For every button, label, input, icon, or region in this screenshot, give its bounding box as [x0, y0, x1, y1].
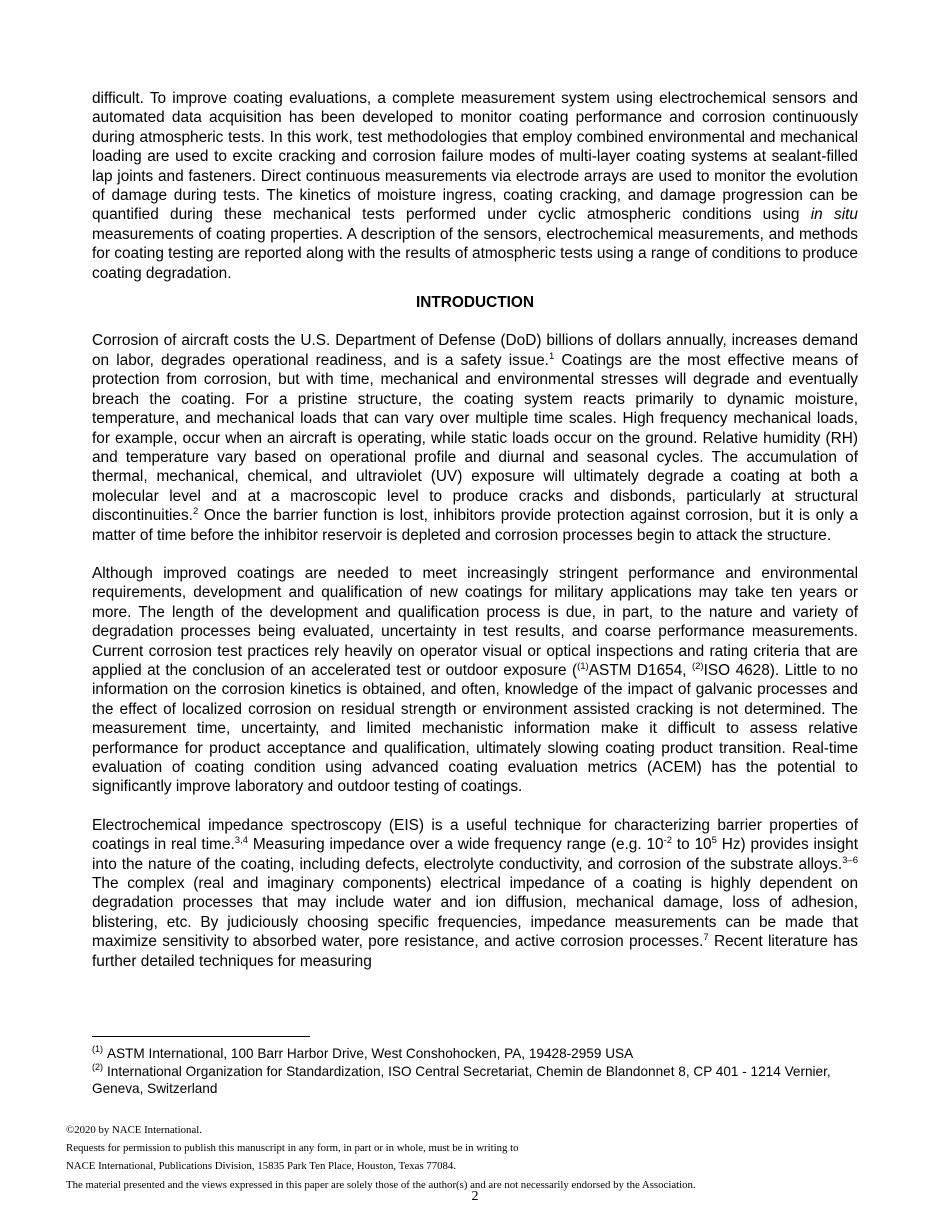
text-run: ASTM D1654, [588, 661, 692, 679]
footnotes [92, 1045, 858, 1098]
paragraph-introduction-1 [92, 331, 858, 544]
text-run: Electrochemical impedance spectroscopy (EIS) is a useful technique for characterizing barrier properties of coatings in real time. [92, 816, 858, 854]
text-run: Once the barrier function is lost, inhibitors provide protection against corrosion, but it is only a matter of time before the inhibitor reservoir is depleted and corrosion processes begin to attack the structure. [92, 507, 858, 544]
paragraph-introduction-2 [92, 564, 858, 797]
citation-superscript: 3–6 [842, 854, 858, 866]
disclaimer-line: The material presented and the views expressed in this paper are solely those of the author(s) and are not necessarily endorsed by the Association. [66, 1178, 696, 1191]
copyright-line: ©2020 by NACE International. [66, 1124, 202, 1136]
footnote-text: International Organization for Standardization, ISO Central Secretariat, Chemin de Blandonnet 8, CP 401 - 1214 Vernier, Geneva, Switzerland [92, 1063, 831, 1096]
address-line: NACE International, Publications Division, 15835 Park Ten Place, Houston, Texas 77084. [66, 1160, 457, 1173]
citation-superscript: 1 [548, 350, 555, 362]
footnote-marker: (1) [577, 660, 589, 672]
text-run: ISO 4628). Little to no information on the corrosion kinetics is obtained, and often, knowledge of the impact of galvanic processes and the effect of localized corrosion on residual strength or environment assisted cracking is not determined. The measurement time, uncertainty, and limited mechanistic information make it difficult to assess relative performance for product acceptance and qualification, ultimately slowing coating product transition. Real-time evaluation of coating condition using advanced coating evaluation metrics (ACEM) has the potential to significantly improve laboratory and outdoor testing of coatings. [92, 661, 858, 796]
page-number: 2 [471, 1189, 479, 1204]
footnote-text: ASTM International, 100 Barr Harbor Drive, West Conshohocken, PA, 19428-2959 USA [107, 1046, 634, 1061]
paragraph-abstract-continued [92, 89, 858, 283]
italic-text: in situ [810, 206, 858, 224]
text-run: Corrosion of aircraft costs the U.S. Department of Defense (DoD) billions of dollars annually, increases demand on labor, degrades operational readiness, and is a safety issue. [92, 332, 858, 369]
citation-superscript: 3,4 [234, 835, 248, 847]
exponent-superscript: 5 [711, 835, 717, 847]
footnote-marker: (1) [92, 1044, 103, 1055]
copyright-notice [66, 1121, 886, 1194]
text-run: measurements of coating properties. A description of the sensors, electrochemical measurements, and methods for coating testing are reported along with the results of atmospheric tests using a range of conditions to produce coating degradation. [92, 225, 858, 282]
citation-superscript: 2 [192, 506, 199, 517]
text-run: to 10 [672, 836, 712, 854]
footnote-marker: (2) [691, 660, 704, 672]
text-run: Coatings are the most effective means of protection from corrosion, but with time, mechanical and environmental stresses will degrade and eventually breach the coating. For a pristine structure, the coating system reacts primarily to dynamic moisture, temperature, and mechanical loads that can vary over multiple time scales. High frequency mechanical loads, for example, occur when an aircraft is operating, while static loads occur on the ground. Relative humidity (RH) and temperature vary based on operational profile and diurnal and seasonal cycles. The accumulation of thermal, mechanical, chemical, and ultraviolet (UV) exposure will ultimately degrade a coating at both a molecular level and at a macroscopic level to produce cracks and disbonds, particularly at structural discontinuities. [92, 351, 858, 525]
text-run: The complex (real and imaginary components) electrical impedance of a coating is highly dependent on degradation processes that may include water and ion diffusion, mechanical damage, loss of adhesion, blistering, etc. By judiciously choosing specific frequencies, impedance measurements can be made that maximize sensitivity to absorbed water, pore resistance, and active corrosion processes. [92, 875, 858, 951]
page-body [92, 89, 858, 971]
footnote-1 [92, 1045, 858, 1063]
section-heading-introduction: INTRODUCTION [416, 294, 534, 312]
text-run: Hz) provides insight into the nature of the coating, including defects, electrolyte conductivity, and corrosion of the substrate alloys. [92, 836, 858, 873]
text-run: Measuring impedance over a wide frequency range (e.g. 10 [248, 836, 664, 854]
footnote-2 [92, 1063, 858, 1098]
text-run: difficult. To improve coating evaluations, a complete measurement system using electrochemical sensors and automated data acquisition has been developed to monitor coating performance and corrosion continuously during atmospheric tests. In this work, test methodologies that employ combined environmental and mechanical loading are used to excite cracking and corrosion failure modes of multi-layer coating systems at sealant-filled lap joints and fasteners. Direct continuous measurements via electrode arrays are used to monitor the evolution of damage during tests. The kinetics of moisture ingress, coating cracking, and damage progression can be quantified during these mechanical tests performed under cyclic atmospheric conditions using [92, 90, 858, 224]
permission-line: Requests for permission to publish this manuscript in any form, in part or in whole, must be in writing to [66, 1142, 519, 1155]
footnote-divider [92, 1036, 310, 1037]
exponent-superscript: -2 [663, 835, 673, 847]
paragraph-introduction-3 [92, 816, 858, 971]
text-run: Although improved coatings are needed to meet increasingly stringent performance and environmental requirements, development and qualification of new coatings for military applications may take ten years or more. The length of the development and qualification process is due, in part, to the nature and variety of degradation processes being evaluated, uncertainty in test results, and coarse performance measurements. Current corrosion test practices rely heavily on operator visual or optical inspections and rating criteria that are applied at the conclusion of an accelerated test or outdoor exposure ( [92, 564, 858, 679]
footnote-marker: (2) [92, 1061, 103, 1072]
text-run: Recent literature has further detailed techniques for measuring [92, 933, 858, 970]
citation-superscript: 7 [703, 932, 709, 944]
